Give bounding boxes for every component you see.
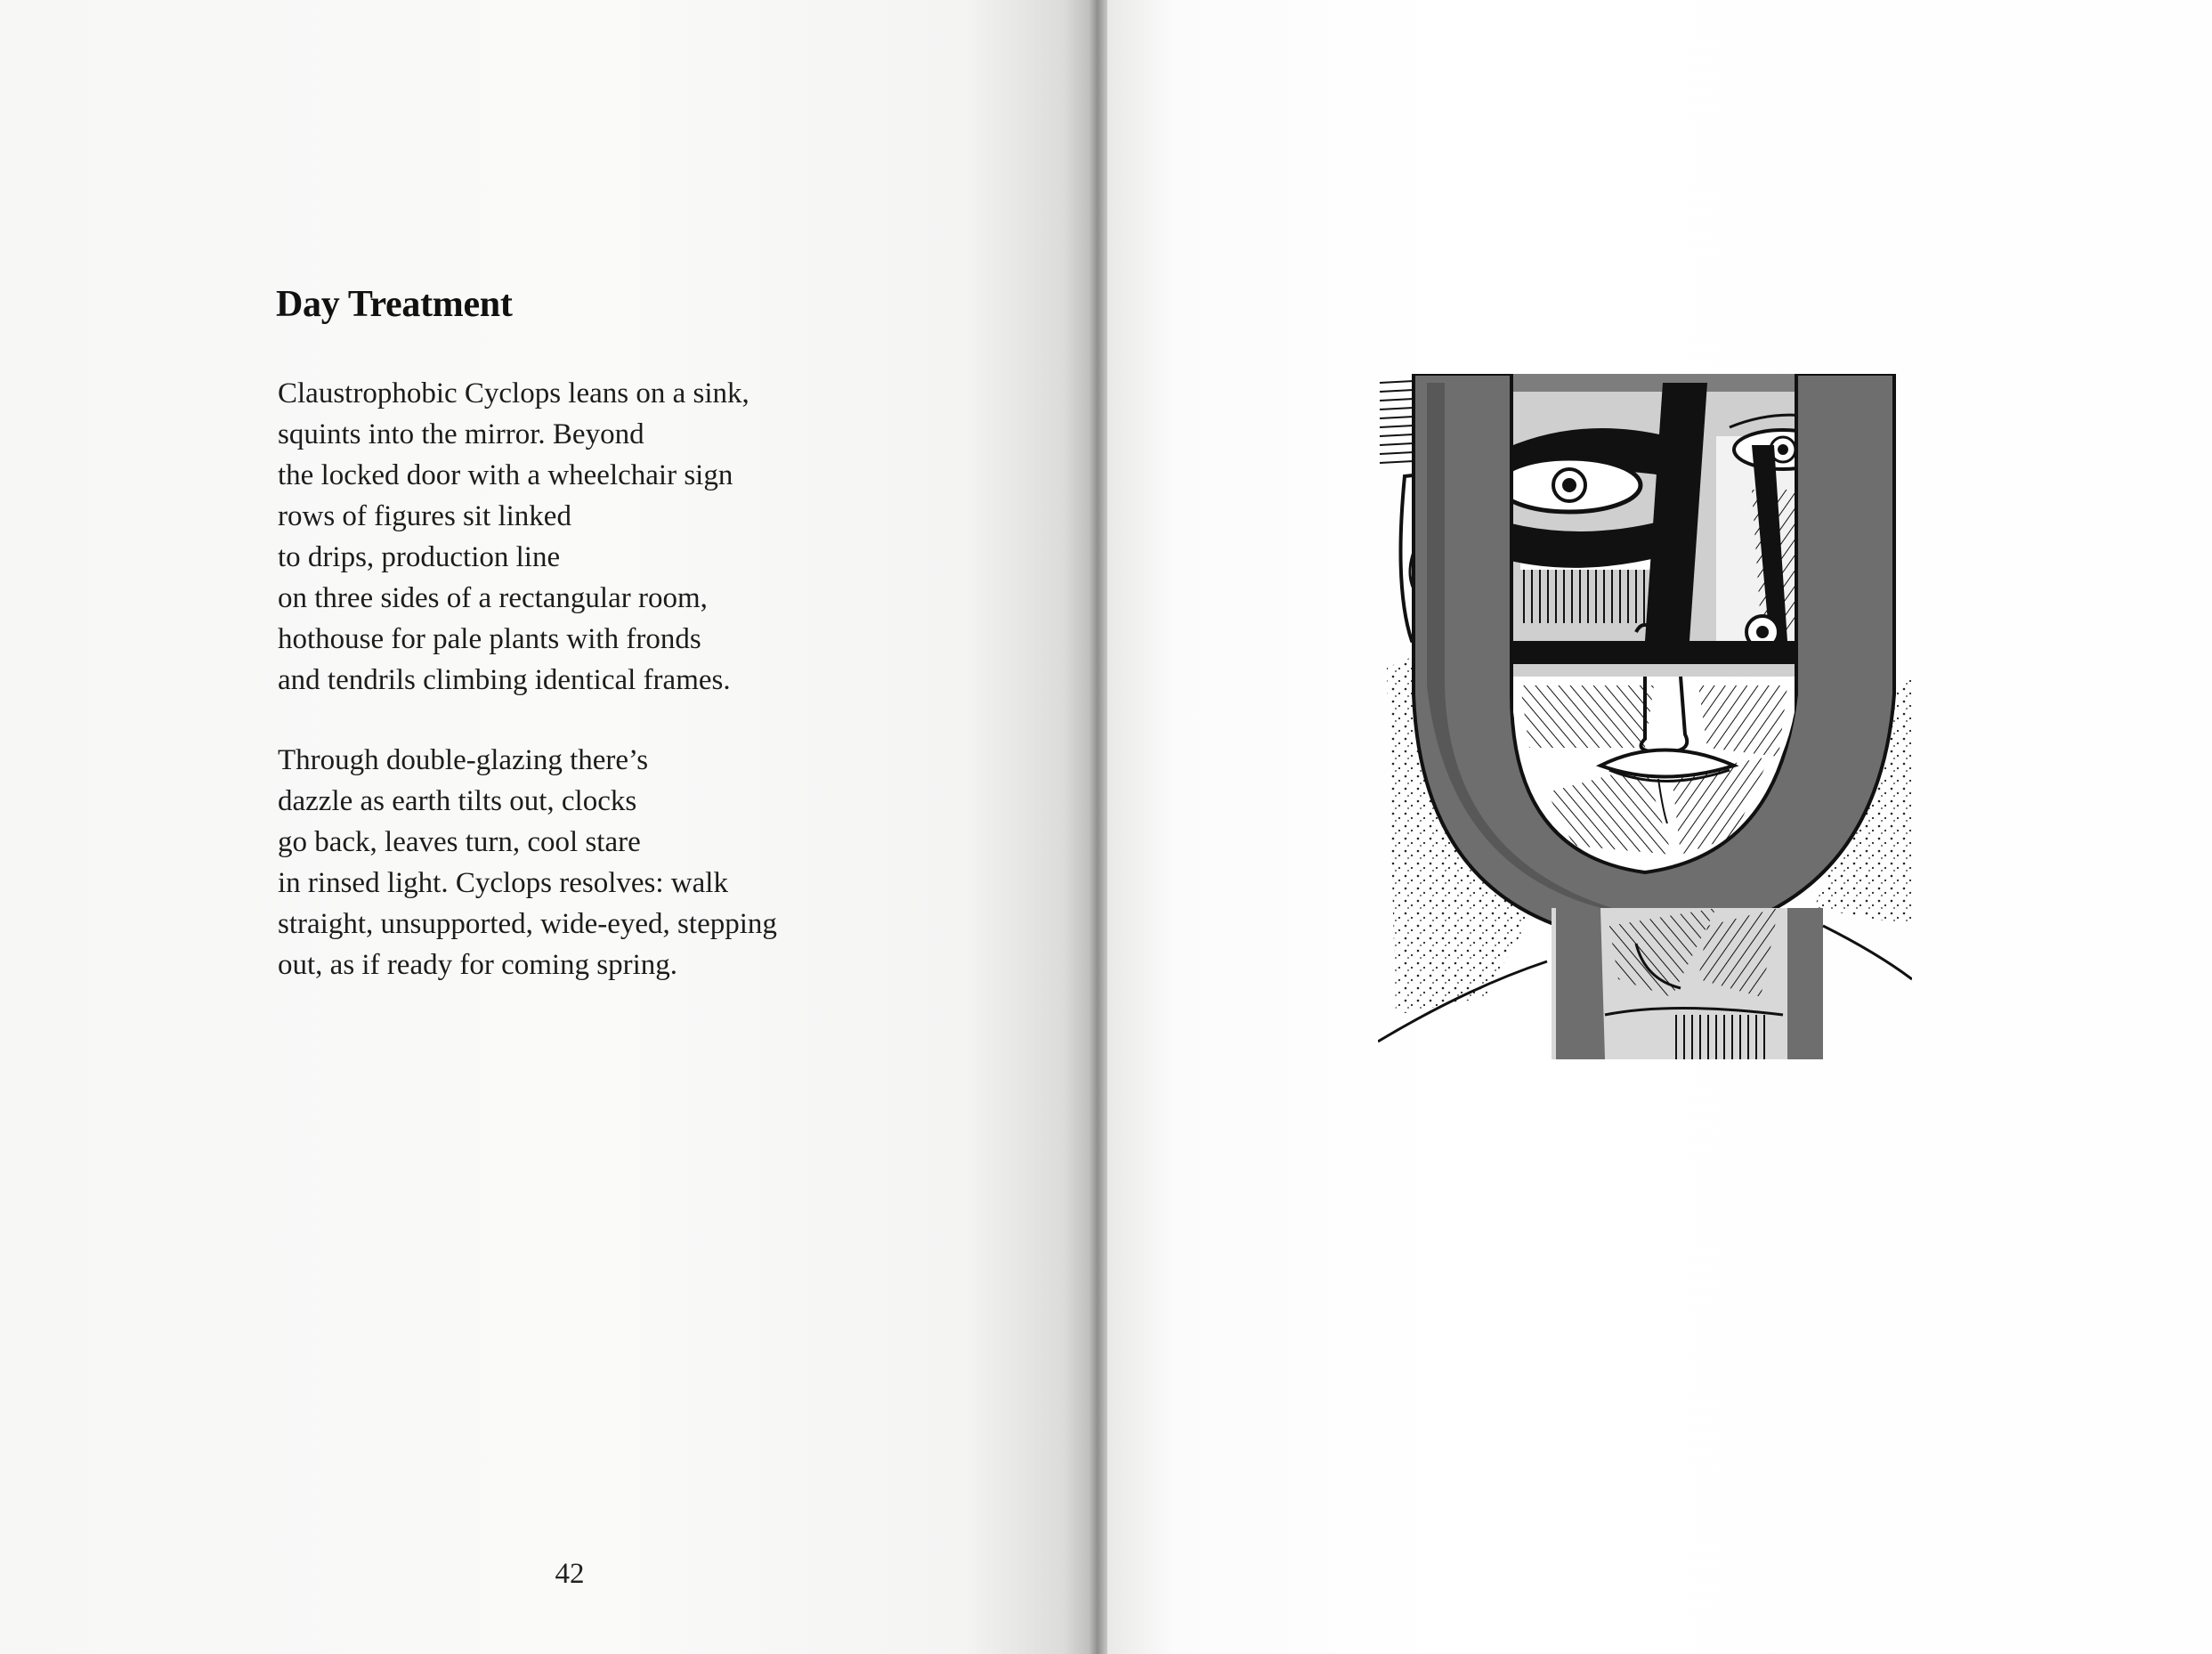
poem-line: on three sides of a rectangular room, [278, 582, 708, 614]
poem-line: in rinsed light. Cyclops resolves: walk [278, 867, 728, 899]
poem-title: Day Treatment [276, 284, 513, 325]
poem-line: to drips, production line [278, 541, 561, 573]
left-page [0, 0, 1096, 1654]
face-illustration [1378, 374, 1912, 1059]
poem-line: out, as if ready for coming spring. [278, 949, 678, 981]
poem-line: squints into the mirror. Beyond [278, 418, 644, 450]
shoulder-right [1823, 926, 1912, 979]
cross-bar [1458, 641, 1841, 664]
poem-line: Through double-glazing there’s [278, 744, 649, 776]
poem-line: hothouse for pale plants with fronds [278, 623, 701, 655]
poem-stanza-2 [278, 740, 990, 985]
page-number: 42 [555, 1558, 585, 1590]
poem-line: Claustrophobic Cyclops leans on a sink, [278, 377, 749, 409]
poem-line: go back, leaves turn, cool stare [278, 826, 641, 858]
book-gutter [1090, 0, 1107, 1654]
poem-line: and tendrils climbing identical frames. [278, 664, 731, 696]
poem-line: dazzle as earth tilts out, clocks [278, 785, 637, 817]
poem-line: the locked door with a wheelchair sign [278, 459, 733, 491]
poem-line: rows of figures sit linked [278, 500, 571, 532]
poem-line: straight, unsupported, wide-eyed, stepping [278, 908, 777, 940]
poem-stanza-1 [278, 373, 990, 701]
